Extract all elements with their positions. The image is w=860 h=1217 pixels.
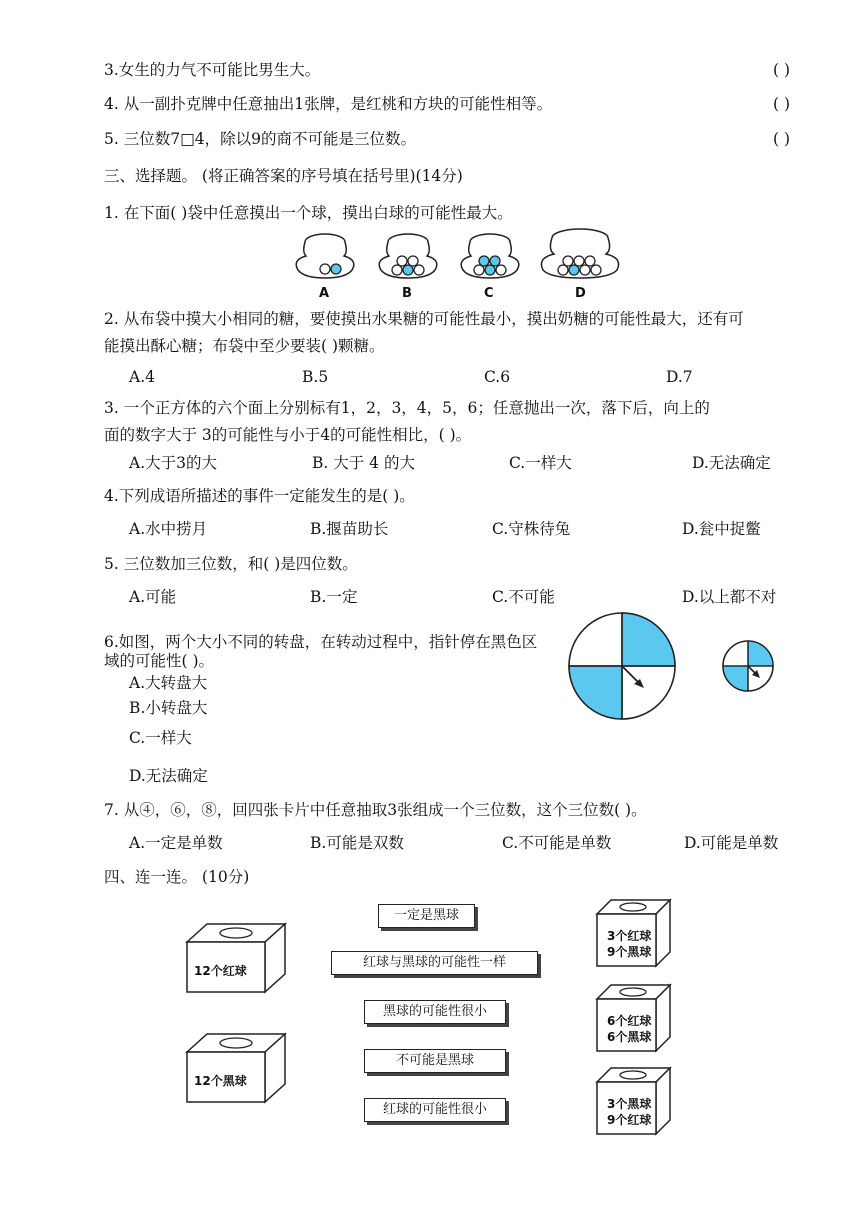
q4-option-c[interactable]: C.守株待兔 — [492, 520, 571, 538]
q6-line1: 6.如图，两个大小不同的转盘，在转动过程中，指针停在黑色区 — [104, 633, 538, 651]
big-spinner — [569, 613, 675, 719]
q2-option-d[interactable]: D.7 — [666, 368, 693, 386]
bag-a — [296, 234, 354, 278]
q4-text: 4.下列成语所描述的事件一定能发生的是( )。 — [104, 487, 415, 505]
q3-option-a[interactable]: A.大于3的大 — [129, 454, 217, 472]
statement-box-2[interactable]: 红球与黑球的可能性一样 — [331, 951, 538, 975]
q2-option-a[interactable]: A.4 — [129, 368, 155, 386]
q2-option-b[interactable]: B.5 — [302, 368, 329, 386]
statement-box-4[interactable]: 不可能是黑球 — [364, 1049, 506, 1073]
q7-option-d[interactable]: D.可能是单数 — [684, 834, 779, 852]
bag-c — [461, 234, 519, 278]
q1-text: 1. 在下面( )袋中任意摸出一个球，摸出白球的可能性最大。 — [104, 204, 513, 222]
answer-paren-3[interactable]: ( ) — [773, 61, 791, 79]
left-box-2-label: 12个黑球 — [194, 1074, 247, 1088]
section4-title: 四、连一连。 (10分) — [104, 868, 250, 886]
q5-option-c[interactable]: C.不可能 — [492, 588, 555, 606]
answer-paren-4[interactable]: ( ) — [773, 95, 791, 113]
left-box-1[interactable] — [185, 922, 290, 994]
q2-line2: 能摸出酥心糖；布袋中至少要装( )颗糖。 — [104, 337, 385, 355]
statement-box-3[interactable]: 黑球的可能性很小 — [364, 1000, 506, 1024]
q3-option-c[interactable]: C.一样大 — [509, 454, 572, 472]
small-spinner — [723, 641, 773, 691]
right-box-1-line1: 3个红球 — [607, 929, 652, 943]
q5-option-a[interactable]: A.可能 — [129, 588, 177, 606]
statement-box-5[interactable]: 红球的可能性很小 — [364, 1098, 506, 1122]
left-box-2[interactable] — [185, 1032, 290, 1104]
q3-option-d[interactable]: D.无法确定 — [692, 454, 771, 472]
right-box-2-line1: 6个红球 — [607, 1014, 652, 1028]
q3-line2: 面的数字大于 3的可能性与小于4的可能性相比，( )。 — [104, 426, 472, 444]
q5-text: 5. 三位数加三位数，和( )是四位数。 — [104, 555, 358, 573]
right-box-3-line1: 3个黑球 — [607, 1097, 652, 1111]
bag-label-c: C — [484, 286, 494, 301]
q7-option-c[interactable]: C.不可能是单数 — [502, 834, 612, 852]
right-box-1-line2: 9个黑球 — [607, 945, 652, 959]
q6-option-c[interactable]: C.一样大 — [129, 729, 192, 747]
judge-item-5: 5. 三位数7□4，除以9的商不可能是三位数。 — [104, 130, 416, 148]
q4-option-b[interactable]: B.揠苗助长 — [310, 520, 389, 538]
q6-option-a[interactable]: A.大转盘大 — [129, 674, 208, 692]
q2-line1: 2. 从布袋中摸大小相同的糖，要使摸出水果糖的可能性最小，摸出奶糖的可能性最大，还有可 — [104, 310, 744, 328]
bag-b — [379, 234, 437, 278]
bag-label-a: A — [319, 286, 330, 301]
q5-option-d[interactable]: D.以上都不对 — [682, 588, 777, 606]
q2-option-c[interactable]: C.6 — [484, 368, 511, 386]
q7-option-b[interactable]: B.可能是双数 — [310, 834, 404, 852]
statement-box-1[interactable]: 一定是黑球 — [378, 904, 475, 928]
q3-option-b[interactable]: B. 大于 4 的大 — [312, 454, 415, 472]
spinners-figure — [560, 610, 790, 730]
right-box-3-line2: 9个红球 — [607, 1113, 652, 1127]
bag-d — [541, 229, 618, 278]
q7-option-a[interactable]: A.一定是单数 — [129, 834, 223, 852]
section3-title: 三、选择题。 (将正确答案的序号填在括号里)(14分) — [104, 167, 463, 185]
left-box-1-label: 12个红球 — [194, 964, 247, 978]
bag-label-d: D — [575, 286, 586, 301]
bag-label-b: B — [402, 286, 412, 301]
q6-option-d[interactable]: D.无法确定 — [129, 767, 208, 785]
q6-option-b[interactable]: B.小转盘大 — [129, 699, 208, 717]
q3-line1: 3. 一个正方体的六个面上分别标有1，2，3，4，5，6；任意抛出一次，落下后，向上的 — [104, 399, 710, 417]
q4-option-a[interactable]: A.水中捞月 — [129, 520, 208, 538]
q4-option-d[interactable]: D.瓮中捉鳖 — [682, 520, 761, 538]
q7-text: 7. 从④，⑥，⑧，回四张卡片中任意抽取3张组成一个三位数，这个三位数( )。 — [104, 801, 647, 819]
answer-paren-5[interactable]: ( ) — [773, 130, 791, 148]
q6-line2: 域的可能性( )。 — [104, 652, 215, 670]
right-box-2-line2: 6个黑球 — [607, 1030, 652, 1044]
q5-option-b[interactable]: B.一定 — [310, 588, 358, 606]
judge-item-3: 3.女生的力气不可能比男生大。 — [104, 61, 321, 79]
judge-item-4: 4. 从一副扑克牌中任意抽出1张牌，是红桃和方块的可能性相等。 — [104, 95, 553, 113]
bags-figure — [290, 228, 620, 304]
